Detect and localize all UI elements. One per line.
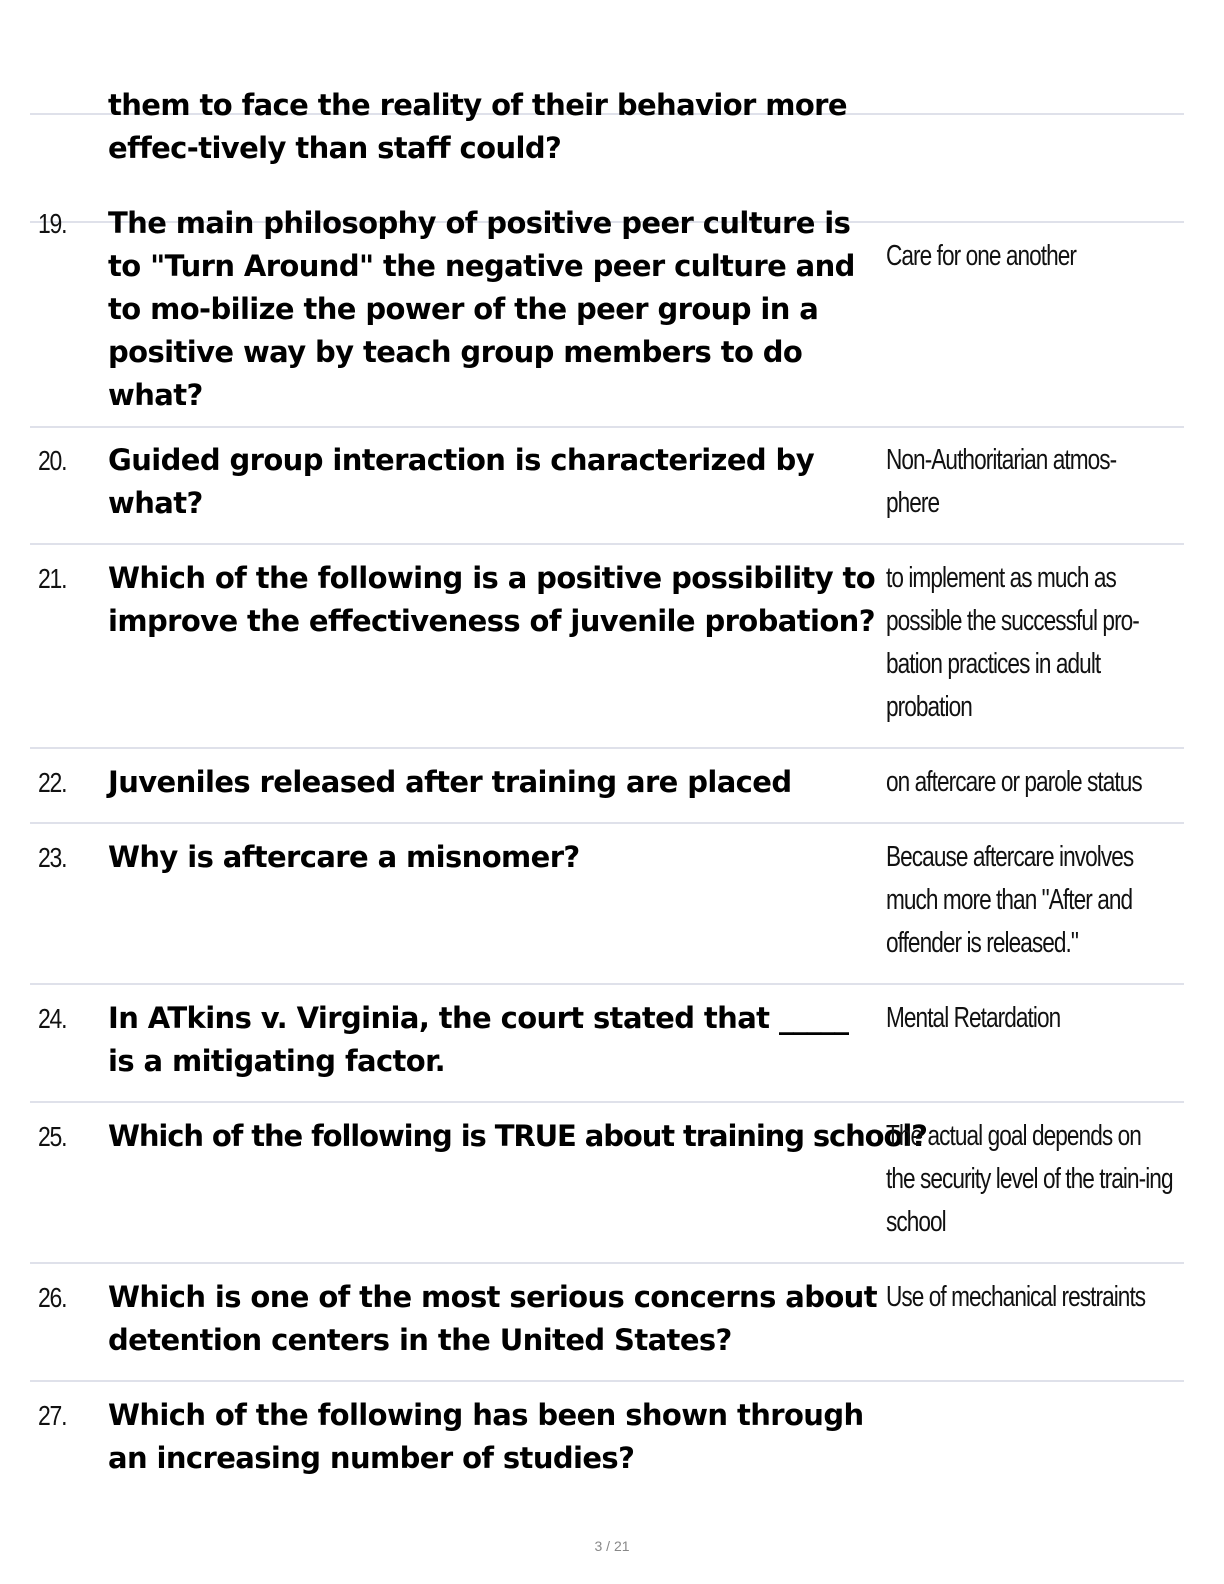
question-text: Guided group interaction is characterized by what? (108, 443, 815, 520)
divider (30, 747, 1184, 749)
divider (30, 1262, 1184, 1264)
question-number: 24. (38, 1003, 67, 1034)
question-number: 20. (38, 445, 67, 476)
question-text: Juveniles released after training are placed (108, 765, 792, 799)
divider (30, 543, 1184, 545)
answer-text: on aftercare or parole status (886, 766, 1142, 798)
question-number: 23. (38, 842, 67, 873)
question-number: 19. (38, 208, 67, 239)
answer-text: Care for one another (886, 240, 1077, 272)
divider (30, 1101, 1184, 1103)
answer-text: The actual goal depends on the security level of the train-ing school (886, 1120, 1173, 1238)
answer-text: Use of mechanical restraints (886, 1281, 1146, 1313)
answer-text: Because aftercare involves much more than "After and offender is released." (886, 841, 1134, 959)
question-number: 21. (38, 563, 67, 594)
answer-text: to implement as much as possible the successful pro-bation practices in adult probation (886, 562, 1139, 723)
question-text: In ATkins v. Virginia, the court stated that _____ is a mitigating factor. (108, 1001, 849, 1078)
question-number: 27. (38, 1400, 67, 1431)
question-text: Which of the following has been shown through an increasing number of studies? (108, 1398, 864, 1475)
question-number: 25. (38, 1121, 67, 1152)
question-text: them to face the reality of their behavior more effec-tively than staff could? (108, 88, 847, 165)
question-text: Which of the following is TRUE about training school? (108, 1119, 927, 1153)
answer-text: Mental Retardation (886, 1002, 1061, 1034)
question-number: 22. (38, 767, 67, 798)
question-text: Why is aftercare a misnomer? (108, 840, 580, 874)
question-number: 26. (38, 1282, 67, 1313)
divider (30, 822, 1184, 824)
divider (30, 983, 1184, 985)
question-text: Which is one of the most serious concerns about detention centers in the United States? (108, 1280, 877, 1357)
divider (30, 1380, 1184, 1382)
answer-text: Non-Authoritarian atmos-phere (886, 444, 1117, 519)
question-text: Which of the following is a positive possibility to improve the effectiveness of juvenile probation? (108, 561, 876, 638)
page-indicator: 3 / 21 (594, 1538, 630, 1554)
question-text: The main philosophy of positive peer culture is to "Turn Around" the negative peer culture and to mo-bilize the power of the peer group in a positive way by teach group members to do what? (108, 206, 855, 412)
divider (30, 426, 1184, 428)
